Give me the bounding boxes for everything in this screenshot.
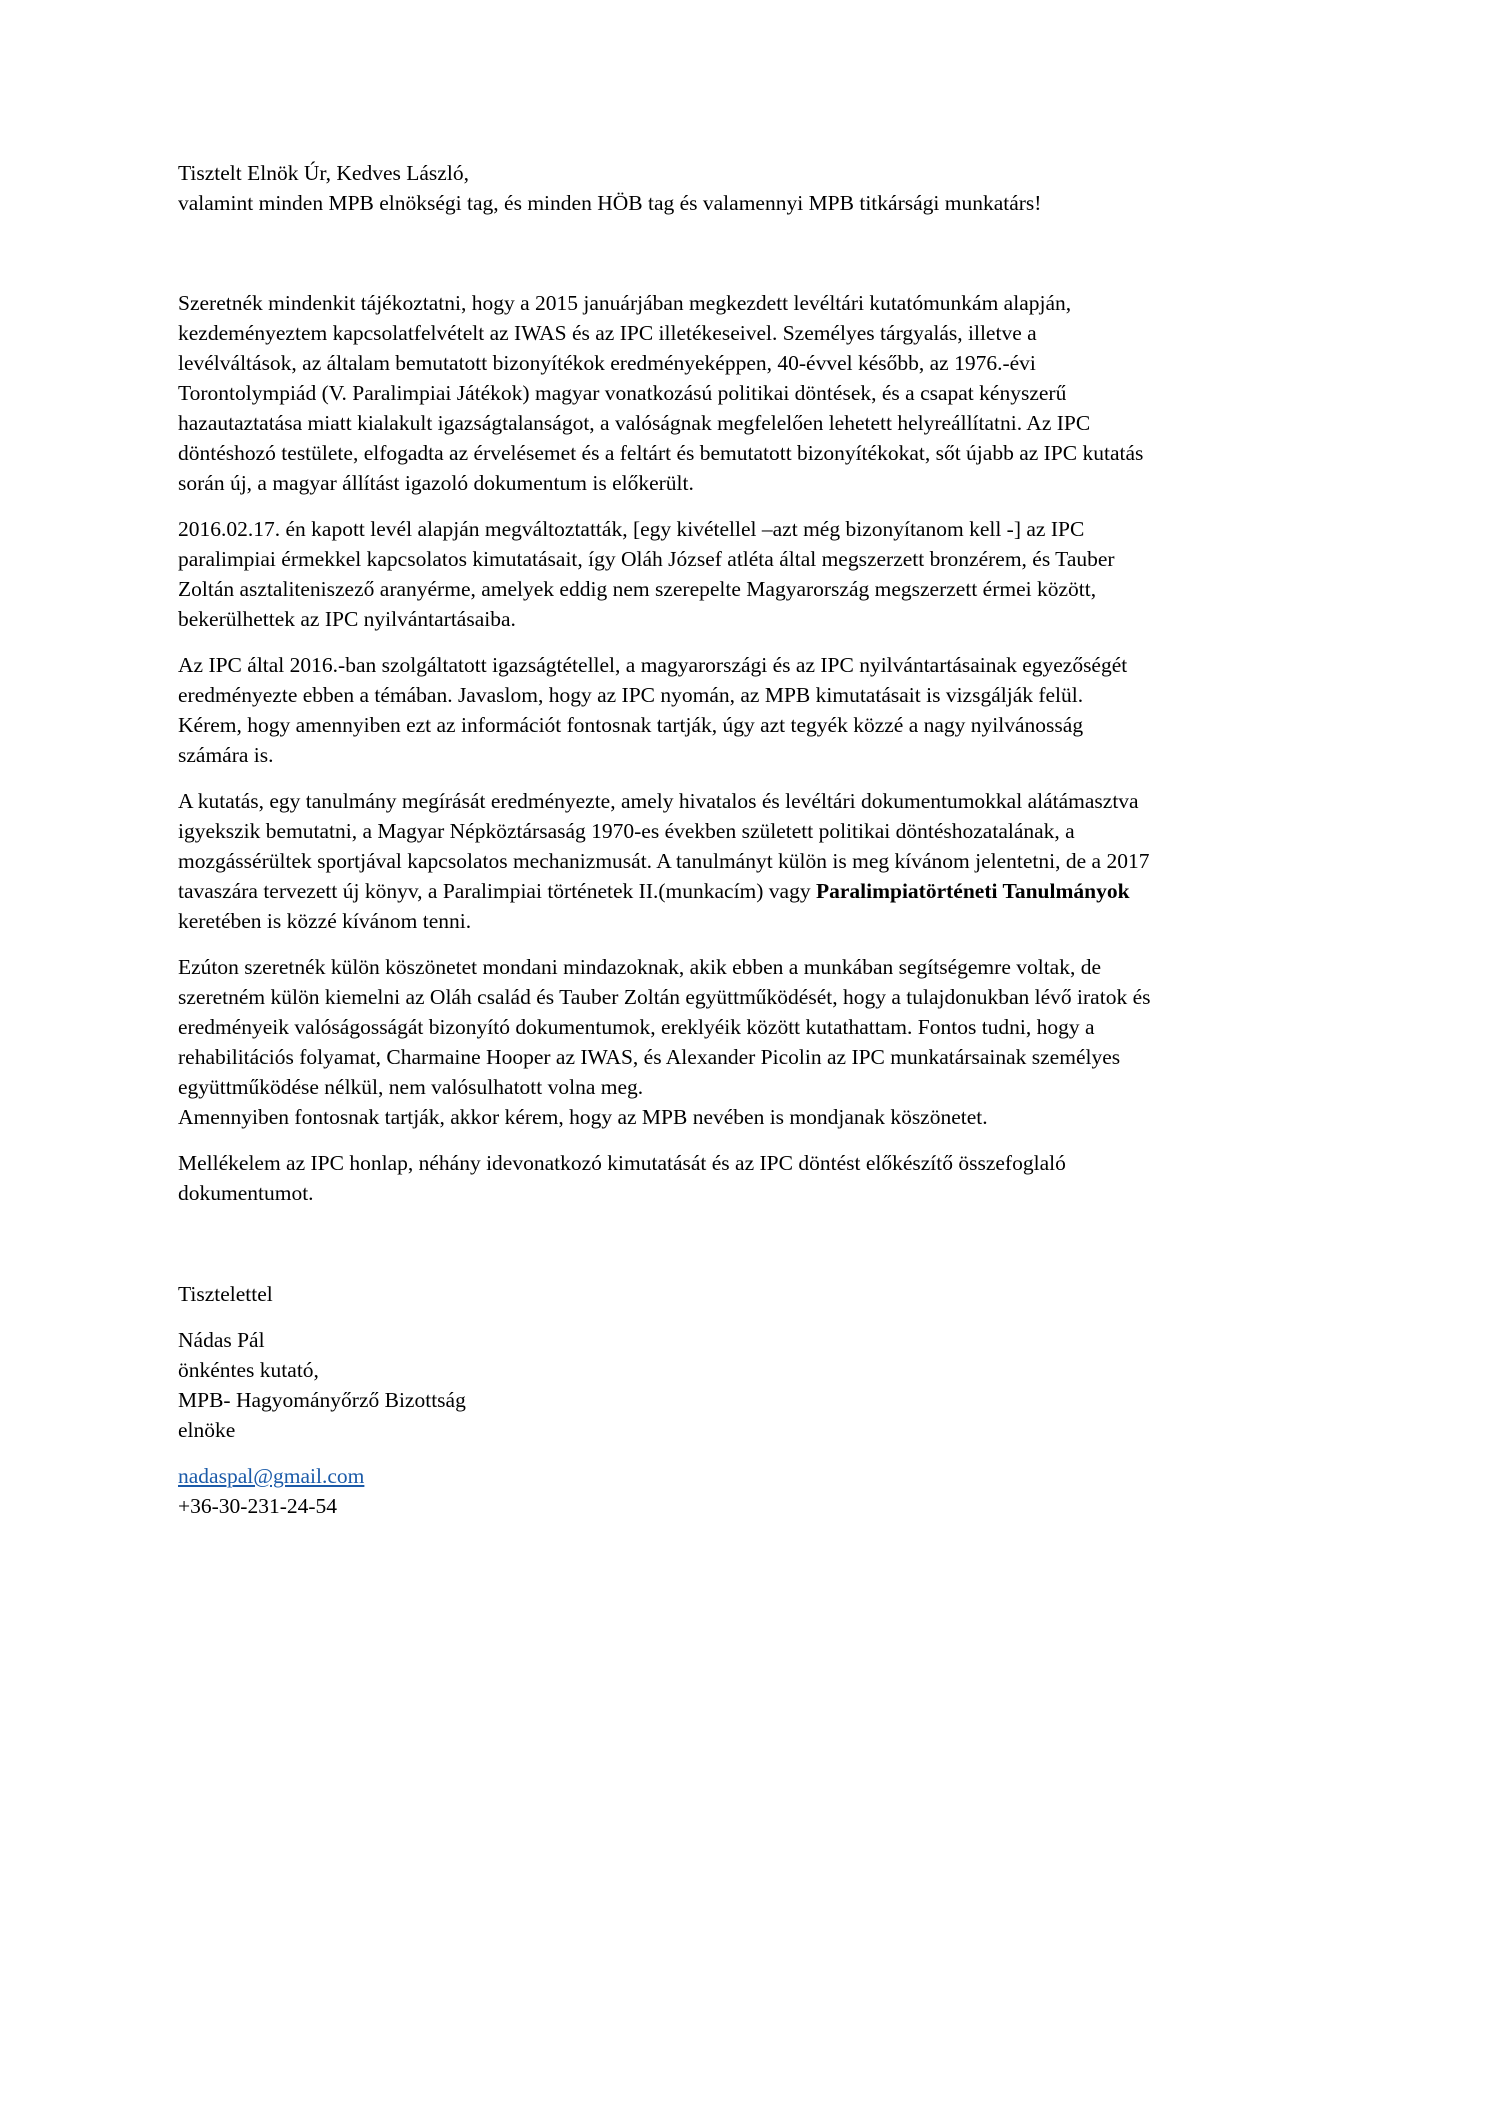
text-line: paralimpiai érmekkel kapcsolatos kimutatásait, így Oláh József atléta által megszerzett bronzérem, és Tauber bbox=[178, 547, 1115, 571]
text-line: döntéshozó testülete, elfogadta az érvelésemet és a feltárt és bemutatott bizonyítékokat, sőt újabb az IPC kutatás bbox=[178, 441, 1144, 465]
text-line: Torontolympiád (V. Paralimpiai Játékok) magyar vonatkozású politikai döntések, és a csapat kényszerű bbox=[178, 381, 1067, 405]
text-line: számára is. bbox=[178, 743, 274, 767]
text-line: keretében is közzé kívánom tenni. bbox=[178, 909, 472, 933]
paragraph-records bbox=[178, 650, 1318, 770]
text-line: hazautaztatása miatt kialakult igazságtalanságot, a valóságnak megfelelően lehetett helyreállítatni. Az IPC bbox=[178, 411, 1091, 435]
signer-committee: MPB- Hagyományőrző Bizottság bbox=[178, 1388, 466, 1412]
text-line: Zoltán asztaliteniszező aranyérme, amelyek eddig nem szerepelte Magyarország megszerzett érmei között, bbox=[178, 577, 1097, 601]
salutation bbox=[178, 158, 1318, 218]
paragraph-medals bbox=[178, 514, 1318, 634]
paragraph-research bbox=[178, 288, 1318, 498]
text-line: Szeretnék mindenkit tájékoztatni, hogy a 2015 januárjában megkezdett levéltári kutatómunkám alapján, bbox=[178, 291, 1072, 315]
signer-name: Nádas Pál bbox=[178, 1328, 265, 1352]
text-line: eredményeik valóságosságát bizonyító dokumentumok, ereklyéik között kutathattam. Fontos tudni, hogy a bbox=[178, 1015, 1095, 1039]
text-line: 2016.02.17. én kapott levél alapján megváltoztatták, [egy kivétellel –azt még bizonyítanom kell -] az IPC bbox=[178, 517, 1085, 541]
signer-role: önkéntes kutató, bbox=[178, 1358, 319, 1382]
signer-title: elnöke bbox=[178, 1418, 236, 1442]
phone-number: +36-30-231-24-54 bbox=[178, 1494, 338, 1518]
text-line: Kérem, hogy amennyiben ezt az információt fontosnak tartják, úgy azt tegyék közzé a nagy nyilvánosság bbox=[178, 713, 1084, 737]
text-line: levélváltások, az általam bemutatott bizonyítékok eredményeképpen, 40-évvel később, az 1976.-évi bbox=[178, 351, 1036, 375]
paragraph-study bbox=[178, 786, 1318, 936]
text-line: rehabilitációs folyamat, Charmaine Hooper az IWAS, és Alexander Picolin az IPC munkatársainak személyes bbox=[178, 1045, 1121, 1069]
book-title: Paralimpiatörténeti Tanulmányok bbox=[815, 879, 1130, 903]
text-line: Amennyiben fontosnak tartják, akkor kérem, hogy az MPB nevében is mondjanak köszönetet. bbox=[178, 1105, 988, 1129]
text-line: eredményezte ebben a témában. Javaslom, hogy az IPC nyomán, az MPB kimutatásait is vizsgálják felül. bbox=[178, 683, 1084, 707]
paragraph-attachments bbox=[178, 1148, 1318, 1208]
text-line bbox=[178, 876, 1318, 906]
text-line: kezdeményeztem kapcsolatfelvételt az IWAS és az IPC illetékeseivel. Személyes tárgyalás, illetve a bbox=[178, 321, 1037, 345]
signature-block bbox=[178, 1325, 1318, 1445]
text-line: szeretném külön kiemelni az Oláh család és Tauber Zoltán együttműködését, hogy a tulajdonukban lévő iratok és bbox=[178, 985, 1151, 1009]
paragraph-thanks bbox=[178, 952, 1318, 1132]
closing: Tisztelettel bbox=[178, 1282, 273, 1306]
text-line: mozgássérültek sportjával kapcsolatos mechanizmusát. A tanulmányt külön is meg kívánom jelentetni, de a 2017 bbox=[178, 849, 1150, 873]
text-fragment: tavaszára tervezett új könyv, a Paralimpiai történetek II.(munkacím) vagy bbox=[178, 879, 816, 903]
text-line: Az IPC által 2016.-ban szolgáltatott igazságtétellel, a magyarországi és az IPC nyilvántartásainak egyezőségét bbox=[178, 653, 1128, 677]
text-line: Mellékelem az IPC honlap, néhány idevonatkozó kimutatását és az IPC döntést előkészítő összefoglaló bbox=[178, 1151, 1066, 1175]
text-line: Ezúton szeretnék külön köszönetet mondani mindazoknak, akik ebben a munkában segítségemre voltak, de bbox=[178, 955, 1102, 979]
text-line: bekerülhettek az IPC nyilvántartásaiba. bbox=[178, 607, 516, 631]
text-line: A kutatás, egy tanulmány megírását eredményezte, amely hivatalos és levéltári dokumentumokkal alátámasztva bbox=[178, 789, 1139, 813]
letter-page bbox=[178, 158, 1318, 1521]
salutation-line: valamint minden MPB elnökségi tag, és minden HÖB tag és valamennyi MPB titkársági munkatárs! bbox=[178, 191, 1042, 215]
text-line: együttműködése nélkül, nem valósulhatott volna meg. bbox=[178, 1075, 644, 1099]
salutation-line: Tisztelt Elnök Úr, Kedves László, bbox=[178, 161, 469, 185]
contact-block bbox=[178, 1461, 1318, 1521]
text-line: során új, a magyar állítást igazoló dokumentum is előkerült. bbox=[178, 471, 694, 495]
text-line: igyekszik bemutatni, a Magyar Népköztársaság 1970-es években született politikai döntéshozatalának, a bbox=[178, 819, 1075, 843]
text-line: dokumentumot. bbox=[178, 1181, 314, 1205]
email-link[interactable]: nadaspal@gmail.com bbox=[178, 1464, 365, 1488]
